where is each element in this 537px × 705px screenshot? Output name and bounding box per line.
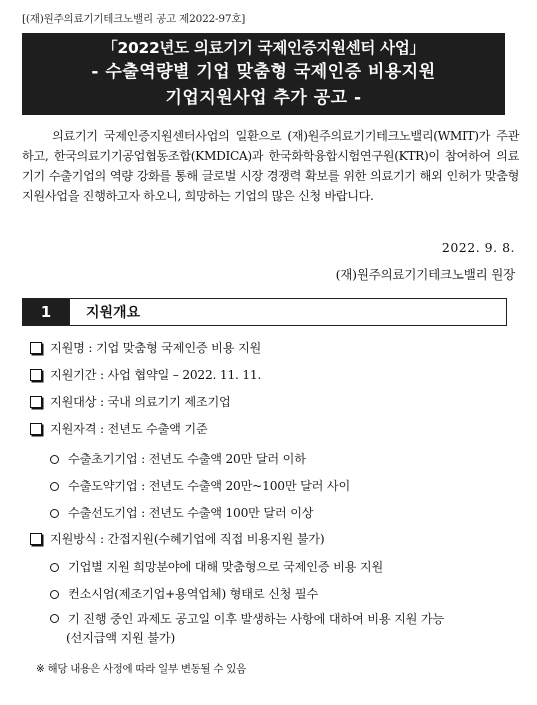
circle-bullet-icon [50,614,59,623]
title-banner [22,33,505,115]
item-support-period [30,367,261,383]
sub-item-text: 수출도약기업 : 전년도 수출액 20만~100만 달러 사이 [68,479,351,493]
sub-item-text-line1: 기 진행 중인 과제도 공고일 이후 발생하는 사항에 대하여 비용 지원 가능 [68,612,445,626]
circle-bullet-icon [50,509,59,518]
signer: (재)원주의료기기테크노밸리 원장 [335,267,515,282]
checkbox-square-icon [30,396,42,408]
title-line-2: - 수출역량별 기업 맞춤형 국제인증 비용지원 [91,62,436,82]
sub-item-text: 수출초기기업 : 전년도 수출액 20만 달러 이하 [68,452,306,466]
title-line-1: 「2022년도 의료기기 국제인증지원센터 사업」 [102,39,425,57]
circle-bullet-icon [50,563,59,572]
notice-number: [(재)원주의료기기테크노밸리 공고 제2022-97호] [22,13,246,25]
sub-item-custom-support [50,559,383,575]
notice-date: 2022. 9. 8. [441,240,515,255]
sub-item-text-line2: (선지급액 지원 불가) [66,631,176,645]
item-text: 지원기간 : 사업 협약일 – 2022. 11. 11. [50,368,262,382]
item-support-target [30,394,231,410]
sub-item-text: 기업별 지원 희망분야에 대해 맞춤형으로 국제인증 비용 지원 [68,560,384,574]
checkbox-square-icon [30,533,42,545]
checkbox-square-icon [30,369,42,381]
checkbox-square-icon [30,423,42,435]
sub-item-text: 컨소시엄(제조기업+용역업체) 형태로 신청 필수 [68,587,319,601]
sub-item-early-exporter [50,451,306,467]
checkbox-square-icon [30,342,42,354]
circle-bullet-icon [50,590,59,599]
circle-bullet-icon [50,455,59,464]
item-support-method [30,531,324,547]
circle-bullet-icon [50,482,59,491]
section-title: 지원개요 [69,299,140,325]
sub-item-consortium [50,586,318,602]
item-support-qualification [30,421,207,437]
sub-item-ongoing-projects [50,610,520,648]
item-text: 지원자격 : 전년도 수출액 기준 [50,422,208,436]
sub-item-leading-exporter [50,505,313,521]
section-number: 1 [23,299,69,325]
title-line-3: 기업지원사업 추가 공고 - [165,88,362,108]
sub-item-growth-exporter [50,478,350,494]
item-text: 지원명 : 기업 맞춤형 국제인증 비용 지원 [50,341,262,355]
item-text: 지원대상 : 국내 의료기기 제조기업 [50,395,231,409]
item-text: 지원방식 : 간접지원(수혜기업에 직접 비용지원 불가) [50,532,325,546]
section-header [22,298,507,326]
sub-item-text: 수출선도기업 : 전년도 수출액 100만 달러 이상 [68,506,314,520]
item-support-name [30,340,261,356]
intro-paragraph: 의료기기 국제인증지원센터사업의 일환으로 (재)원주의료기기테크노밸리(WMIT)가 주관하고, 한국의료기기공업협동조합(KMDICA)과 한국화학융합시험연구원(KTR)이 참여하여 의료기기 수출기업의 역량 강화를 통해 글로벌 시장 경쟁력 확보를 위한 의료기기 해외 인허가 맞춤형 지원사업을 진행하고자 하오니, 희망하는 기업의 많은 신청 바랍니다. [22,129,519,203]
footnote: ※ 해당 내용은 사정에 따라 일부 변동될 수 있음 [36,663,246,675]
